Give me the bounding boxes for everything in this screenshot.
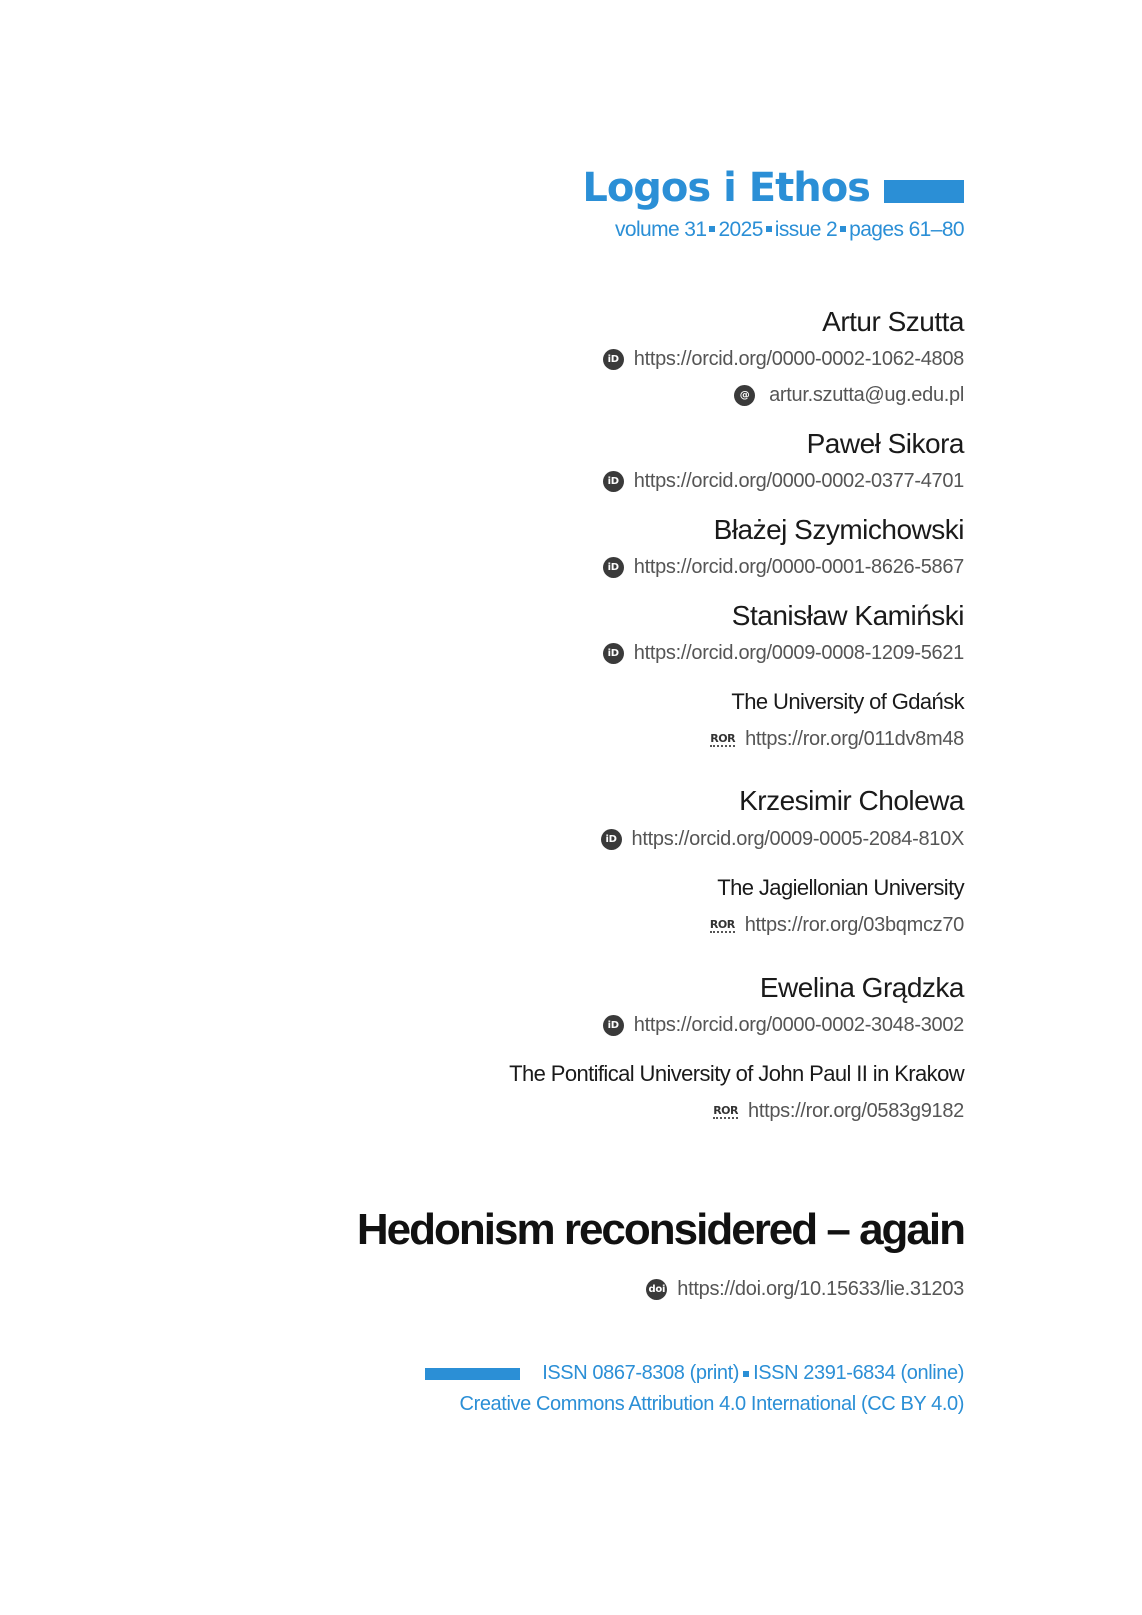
orcid-url[interactable]: https://orcid.org/0009-0008-1209-5621 [633, 642, 964, 664]
orcid-icon: iD [603, 349, 624, 370]
issue: issue 2 [774, 218, 838, 241]
email-link[interactable] [734, 384, 964, 407]
orcid-url[interactable]: https://orcid.org/0000-0001-8626-5867 [633, 556, 964, 578]
orcid-link[interactable] [603, 642, 964, 665]
separator [766, 226, 772, 232]
footer-bar [425, 1368, 520, 1380]
journal-title-bar [884, 180, 964, 203]
year: 2025 [718, 218, 763, 241]
orcid-url[interactable]: https://orcid.org/0000-0002-1062-4808 [633, 348, 964, 370]
orcid-url[interactable]: https://orcid.org/0009-0005-2084-810X [631, 828, 964, 850]
issue-info [582, 218, 964, 242]
ror-icon: ROR [710, 731, 736, 745]
journal-title-row [582, 165, 964, 211]
orcid-link[interactable] [603, 470, 964, 493]
orcid-link[interactable] [603, 348, 964, 371]
pages: pages 61–80 [849, 218, 964, 241]
issn-row [425, 1362, 964, 1385]
orcid-icon: iD [603, 557, 624, 578]
ror-link[interactable] [713, 1100, 964, 1123]
orcid-icon: iD [603, 1015, 624, 1036]
orcid-link[interactable] [603, 556, 964, 579]
ror-link[interactable] [710, 728, 964, 751]
issn-print: ISSN 0867-8308 (print) [542, 1362, 740, 1384]
issn-online: ISSN 2391-6834 (online) [753, 1362, 964, 1384]
doi-url[interactable]: https://doi.org/10.15633/lie.31203 [677, 1278, 964, 1300]
ror-link[interactable] [710, 914, 964, 937]
author-name: Artur Szutta [822, 306, 964, 337]
ror-url[interactable]: https://ror.org/03bqmcz70 [744, 914, 964, 936]
doi-link[interactable] [646, 1278, 964, 1301]
institution-name: The Pontifical University of John Paul II in Krakow [509, 1061, 964, 1086]
license-row[interactable] [425, 1393, 964, 1416]
email-address[interactable]: artur.szutta@ug.edu.pl [769, 384, 964, 406]
orcid-url[interactable]: https://orcid.org/0000-0002-0377-4701 [633, 470, 964, 492]
orcid-link[interactable] [601, 828, 964, 851]
journal-title: Logos i Ethos [582, 165, 870, 211]
author-name: Paweł Sikora [806, 428, 964, 459]
article-title: Hedonism reconsidered – again [356, 1205, 964, 1254]
separator [709, 226, 715, 232]
institution-name: The University of Gdańsk [731, 689, 964, 714]
orcid-link[interactable] [603, 1014, 964, 1037]
orcid-icon: iD [603, 643, 624, 664]
license-text[interactable]: Creative Commons Attribution 4.0 International (CC BY 4.0) [459, 1393, 964, 1415]
author-name: Stanisław Kamiński [731, 600, 964, 631]
email-icon: @ [734, 385, 755, 406]
doi-icon: doi [646, 1279, 667, 1300]
orcid-icon: iD [601, 829, 622, 850]
author-name: Błażej Szymichowski [713, 514, 964, 545]
ror-url[interactable]: https://ror.org/0583g9182 [748, 1100, 964, 1122]
volume: volume 31 [614, 218, 707, 241]
author-name: Ewelina Grądzka [759, 972, 964, 1003]
institution-name: The Jagiellonian University [717, 875, 964, 900]
orcid-url[interactable]: https://orcid.org/0000-0002-3048-3002 [633, 1014, 964, 1036]
separator [840, 226, 846, 232]
orcid-icon: iD [603, 471, 624, 492]
journal-header [582, 165, 964, 242]
separator [743, 1371, 749, 1377]
ror-icon: ROR [713, 1103, 738, 1117]
author-name: Krzesimir Cholewa [739, 785, 964, 816]
footer [425, 1362, 964, 1416]
ror-icon: ROR [709, 917, 735, 931]
ror-url[interactable]: https://ror.org/011dv8m48 [745, 728, 964, 750]
